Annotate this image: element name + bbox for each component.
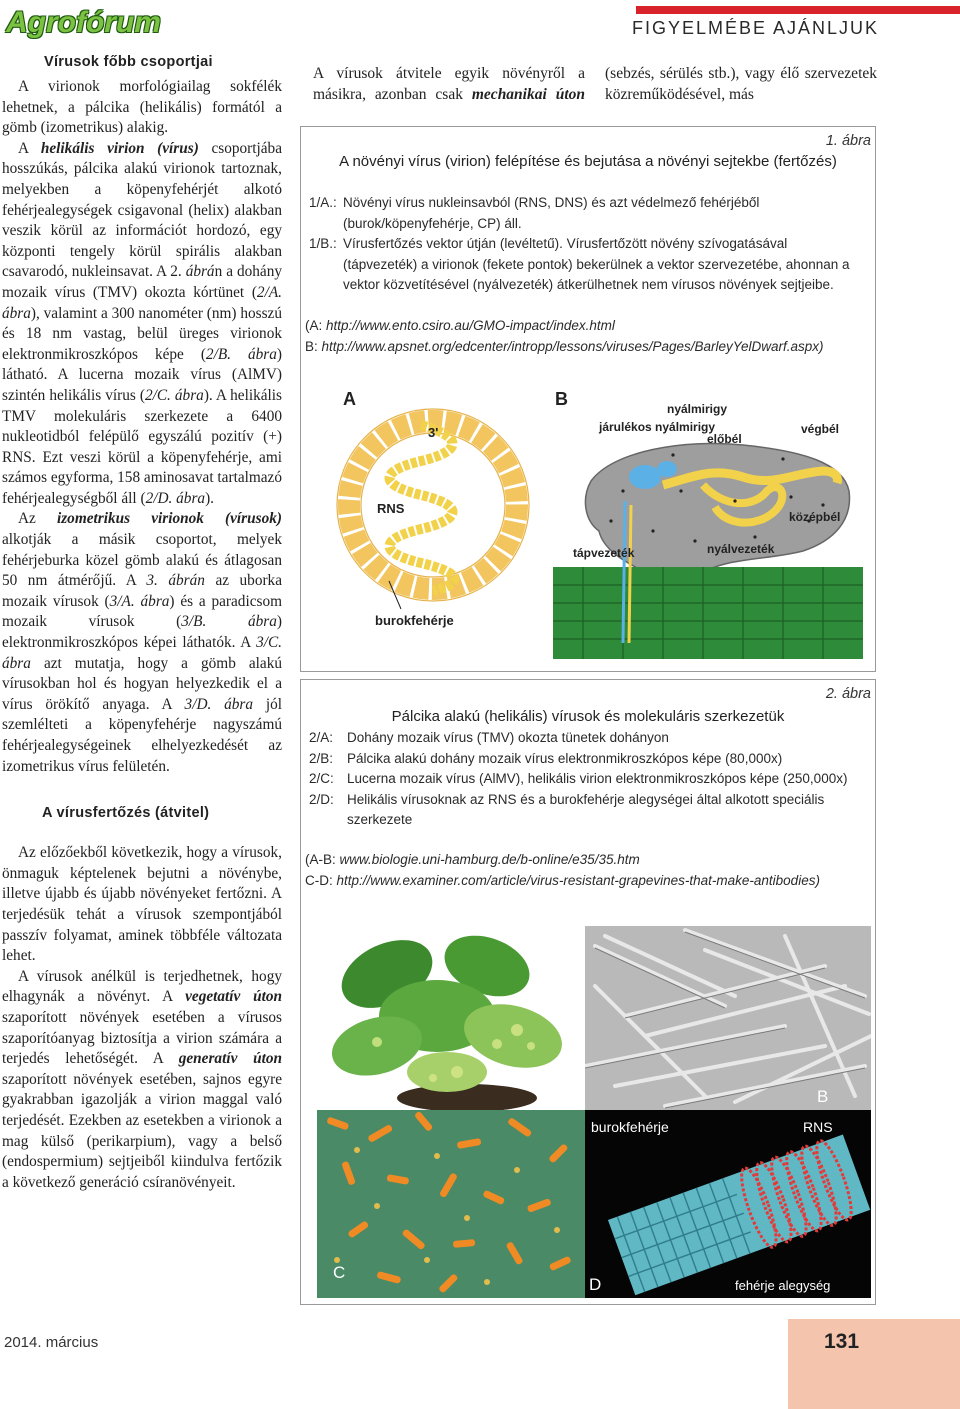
paragraph-1: A virionok morfológiailag sokfélék lehetnek, a pálcika (helikális) formától a gömb (izometrikus) alakig. bbox=[2, 78, 282, 137]
virion-diagram bbox=[337, 389, 529, 628]
caption-item: 2/A: Dohány mozaik vírus (TMV) okozta tünetek dohányon bbox=[309, 730, 669, 745]
photo-helix-structure bbox=[585, 1110, 871, 1298]
label-3prime: 3' bbox=[428, 425, 439, 440]
figure-number: 2. ábra bbox=[825, 686, 871, 702]
label-rns: RNS bbox=[377, 501, 405, 516]
label-coat-protein: burokfehérje bbox=[375, 613, 454, 628]
header-rule bbox=[636, 6, 960, 14]
photo-c-label: C bbox=[333, 1263, 346, 1282]
aphid-diagram bbox=[553, 389, 863, 659]
intro-text: A vírusok átvitele egyik növényről a másikra, azonban csak mechanikai úton (sebzés, sérülés stb.), vagy élő szervezetek közreműködésével, más bbox=[313, 65, 877, 103]
source-link-b[interactable]: http://www.apsnet.org/edcenter/intropp/lessons/viruses/Pages/BarleyYelDwarf.aspx) bbox=[321, 338, 824, 354]
paragraph-2: A helikális virion (vírus) csoportjába hosszúkás, pálcika alakú virionok tartoznak, melyekben a köpenyfehérjét alkotó fehérjealegységek csigavonal (helix) alakban veszik körül az információt hordozó, egy központi tengely körül spirális alakban csavarodó, nukleinsavat. A 2. ábrán a dohány mozaik vírus (TMV) okozta kórtünet (2/A. ábra), valamint a 300 nanométer (nm) hosszú és 18 nm vastag, belül üreges virionok elektronmikroszkópos képe (2/B. ábra) látható. A lucerna mozaik vírus (AlMV) szintén helikális vírus (2/C. ábra). A helikális TMV molekuláris szerkezete a 6400 nukleotidból felépülő egyszálú pozitív (+) RNS. Ezt veszi körül a köpenyfehérje, ami számos egyforma, 158 aminosavat tartalmazó fehérjealegységből áll (2/D. ábra). bbox=[2, 139, 282, 507]
paragraph-3: Az izometrikus virionok (vírusok) alkotják a másik csoportot, melyek fehérjeburka közel gömb alakú és átlagosan 50 nm átmérőjű. A 3. ábrán az uborka mozaik vírusok (3/A. ábra) és a paradicsom mozaik vírusok (3/B. ábra) elektronmikroszkópos képei láthatók. A 3/C. ábra azt mutatja, hogy a gömb alakú vírusokban hol és hogyan helyezkedik el a vírus örökítő anyaga. A 3/D. ábra jól szemlélteti a köpenyfehérje nagyszámú fehérjealegységeinek elhelyezkedését az izometrikus vírus felületén. bbox=[2, 510, 282, 775]
photo-a-label: A bbox=[331, 1087, 343, 1106]
caption-1b: 1/B.: Vírusfertőzés vektor útján (levéltetű). Vírusfertőzött növény szívogatásával (tápvezeték) a virionok (fekete pontok) bekerülnek a vektor szervezetébe, ahonnan a vektor közvetítésével (nyálvezeték) átkerülhetnek nem vírusos növények sejtjeibe. bbox=[309, 236, 850, 292]
caption-item: 2/B: Pálcika alakú dohány mozaik vírus elektronmikroszkópos képe (80,000x) bbox=[309, 750, 783, 766]
page-number-box bbox=[788, 1319, 960, 1409]
left-column bbox=[2, 54, 282, 1193]
photo-tobacco-plant bbox=[317, 926, 585, 1110]
label-salivary-duct: nyálvezeték bbox=[707, 542, 775, 556]
caption-1a: 1/A.: Növényi vírus nukleinsavból (RNS, DNS) és azt védelmező fehérjéből (burok/köpenyfehérje, CP) áll. bbox=[309, 195, 760, 231]
label-midgut: középbél bbox=[789, 510, 841, 524]
label-foregut: előbél bbox=[707, 432, 742, 446]
figure-1-illustration bbox=[323, 381, 863, 667]
figure-title: A növényi vírus (virion) felépítése és bejutása a növényi sejtekbe (fertőzés) bbox=[339, 153, 837, 170]
heading-virus-infection: A vírusfertőzés (átvitel) bbox=[42, 805, 210, 822]
source-link-a[interactable]: http://www.ento.csiro.au/GMO-impact/index.html bbox=[326, 318, 615, 333]
figure-1 bbox=[300, 126, 876, 672]
label-hindgut: végbél bbox=[801, 422, 840, 436]
caption-item: 2/D: Helikális vírusoknak az RNS és a burokfehérje alegységei által alkotott speciális szerkezete bbox=[309, 791, 825, 827]
panel-b-label: B bbox=[555, 389, 568, 409]
paragraph-4: Az előzőekből következik, hogy a vírusok, önmaguk képtelenek bejutni a növénybe, illetve újabb és újabb növényeket fertőzni. A terjedésük tehát a vírusok szempontjából passzív folyamat, aminek többféle változata lehet. bbox=[2, 844, 282, 965]
figure-2 bbox=[300, 679, 876, 1305]
photo-d-label: D bbox=[589, 1275, 602, 1294]
figure-2-sources: (A-B: www.biologie.uni-hamburg.de/b-online/e35/35.htm C-D: http://www.examiner.com/article/virus-resistant-grapevines-that-make-antibodies) bbox=[305, 852, 820, 888]
label-salivary-gland: nyálmirigy bbox=[667, 402, 728, 416]
figure-title: Pálcika alakú (helikális) vírusok és molekuláris szerkezetük bbox=[391, 708, 785, 725]
photo-almv bbox=[317, 1110, 585, 1298]
label-coat-protein: burokfehérje bbox=[591, 1119, 669, 1135]
figure-number: 1. ábra bbox=[825, 133, 871, 149]
page-number: 131 bbox=[824, 1330, 860, 1353]
label-protein-subunit: fehérje alegység bbox=[735, 1278, 831, 1293]
source-link-cd[interactable]: http://www.examiner.com/article/virus-resistant-grapevines-that-make-antibodies) bbox=[336, 872, 820, 888]
logo: Agrofórum bbox=[6, 6, 161, 39]
source-link-ab[interactable]: www.biologie.uni-hamburg.de/b-online/e35/35.htm bbox=[339, 852, 640, 867]
caption-item: 2/C: Lucerna mozaik vírus (AlMV), helikális virion elektronmikroszkópos képe (250,000x) bbox=[309, 771, 848, 786]
photo-tmv-rods bbox=[585, 926, 871, 1110]
photo-b-label: B bbox=[817, 1087, 829, 1106]
label-food-canal: tápvezeték bbox=[573, 546, 635, 560]
issue-date: 2014. március bbox=[4, 1334, 99, 1351]
heading-virus-groups: Vírusok főbb csoportjai bbox=[44, 54, 213, 70]
label-accessory-gland: járulékos nyálmirigy bbox=[599, 420, 716, 434]
section-title: FIGYELMÉBE AJÁNLJUK bbox=[632, 18, 880, 38]
panel-a-label: A bbox=[343, 389, 356, 409]
label-rns: RNS bbox=[803, 1119, 833, 1135]
figure-2-captions bbox=[309, 728, 869, 831]
figure-1-sources: (A: http://www.ento.csiro.au/GMO-impact/index.html B: http://www.apsnet.org/edcenter/intropp/lessons/viruses/Pages/BarleyYelDwarf.aspx) bbox=[305, 318, 824, 354]
paragraph-5: A vírusok anélkül is terjedhetnek, hogy elhagynák a növényt. A vegetatív úton szaporított növények esetében a vírusos szaporítóanyag biztosítja a virion számára a terjedés lehetőségét. A generatív úton szaporított növények esetében, sajnos egyre gyakrabban igazolják a virion maggal való terjedését. Ezekben az esetekben a virionok a mag külső (perikarpium), vagy a belső (endospermium) sejtjeiből kiindulva fertőzik a következő generáció csíranövényeit. bbox=[2, 967, 282, 1191]
